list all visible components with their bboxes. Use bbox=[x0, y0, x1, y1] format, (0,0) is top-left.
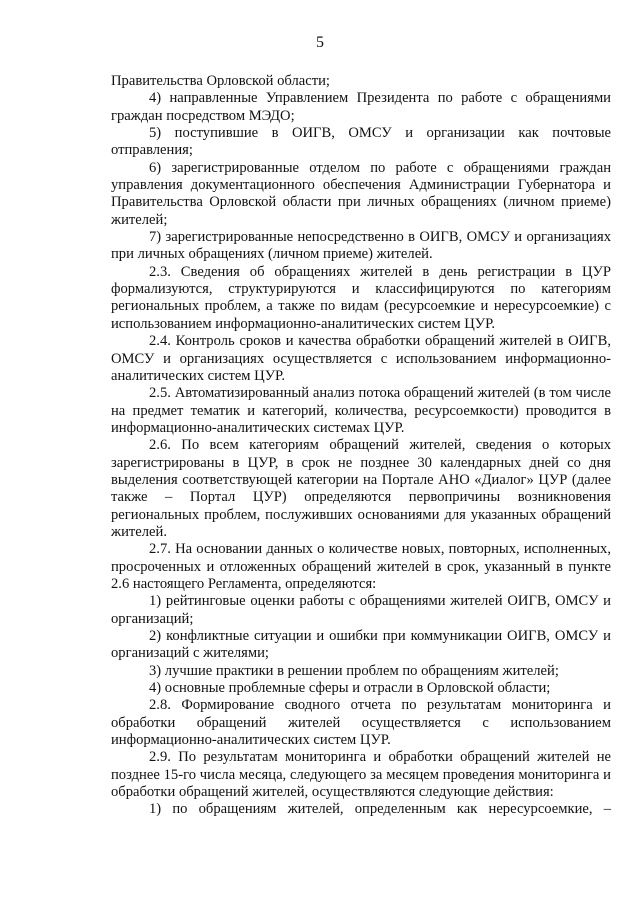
paragraph: 4) направленные Управлением Президента по работе с обращениями граждан посредством МЭДО; bbox=[111, 90, 611, 124]
list-item: 1) рейтинговые оценки работы с обращениями жителей ОИГВ, ОМСУ и организаций; bbox=[111, 593, 611, 627]
paragraph: Правительства Орловской области; bbox=[111, 73, 330, 89]
list-item: 2) конфликтные ситуации и ошибки при коммуникации ОИГВ, ОМСУ и организаций с жителями; bbox=[111, 628, 611, 662]
paragraph: 2.9. По результатам мониторинга и обработки обращений жителей не позднее 15-го числа месяца, следующего за месяцем проведения мониторинга и обработки обращений жителей, осуществляются следующие действия: bbox=[111, 749, 611, 801]
paragraph: 2.5. Автоматизированный анализ потока обращений жителей (в том числе на предмет тематик и категорий, количества, ресурсоемкости) проводится в информационно-аналитических системах ЦУР. bbox=[111, 385, 611, 436]
list-item: 1) по обращениям жителей, определенным как нересурсоемкие, – bbox=[149, 801, 611, 818]
paragraph: 2.8. Формирование сводного отчета по результатам мониторинга и обработки обращений жителей осуществляется с использованием информационно-аналитических систем ЦУР. bbox=[111, 697, 611, 749]
list-item: 3) лучшие практики в решении проблем по обращениям жителей; bbox=[149, 662, 559, 679]
paragraph: 6) зарегистрированные отделом по работе с обращениями граждан управления документационного обеспечения Администрации Губернатора и Правительства Орловской области при личных обращениях (личном приеме) жителей; bbox=[111, 159, 611, 228]
document-body bbox=[111, 73, 611, 819]
page-number: 5 bbox=[316, 34, 324, 51]
paragraph: 7) зарегистрированные непосредственно в ОИГВ, ОМСУ и организациях при личных обращениях (личном приеме) жителей. bbox=[111, 229, 611, 263]
paragraph: 2.6. По всем категориям обращений жителей, сведения о которых зарегистрированы в ЦУР, в срок не позднее 30 календарных дней со дня выделения соответствующей категории на Портале АНО «Диалог» ЦУР (далее также – Портал ЦУР) определяются первопричины возникновения региональных проблем, послуживших основаниями для указанных обращений жителей. bbox=[111, 437, 611, 540]
paragraph: 2.7. На основании данных о количестве новых, повторных, исполненных, просроченных и отложенных обращений жителей в срок, указанный в пункте 2.6 настоящего Регламента, определяются: bbox=[111, 541, 611, 592]
paragraph: 2.3. Сведения об обращениях жителей в день регистрации в ЦУР формализуются, структурируются и классифицируются по категориям региональных проблем, а также по видам (ресурсоемкие и нересурсоемкие) с использованием информационно-аналитических систем ЦУР. bbox=[111, 263, 611, 332]
paragraph: 2.4. Контроль сроков и качества обработки обращений жителей в ОИГВ, ОМСУ и организациях осуществляется с использованием информационно-аналитических систем ЦУР. bbox=[111, 333, 611, 384]
list-item: 4) основные проблемные сферы и отрасли в Орловской области; bbox=[149, 680, 551, 697]
paragraph: 5) поступившие в ОИГВ, ОМСУ и организации как почтовые отправления; bbox=[111, 125, 611, 159]
